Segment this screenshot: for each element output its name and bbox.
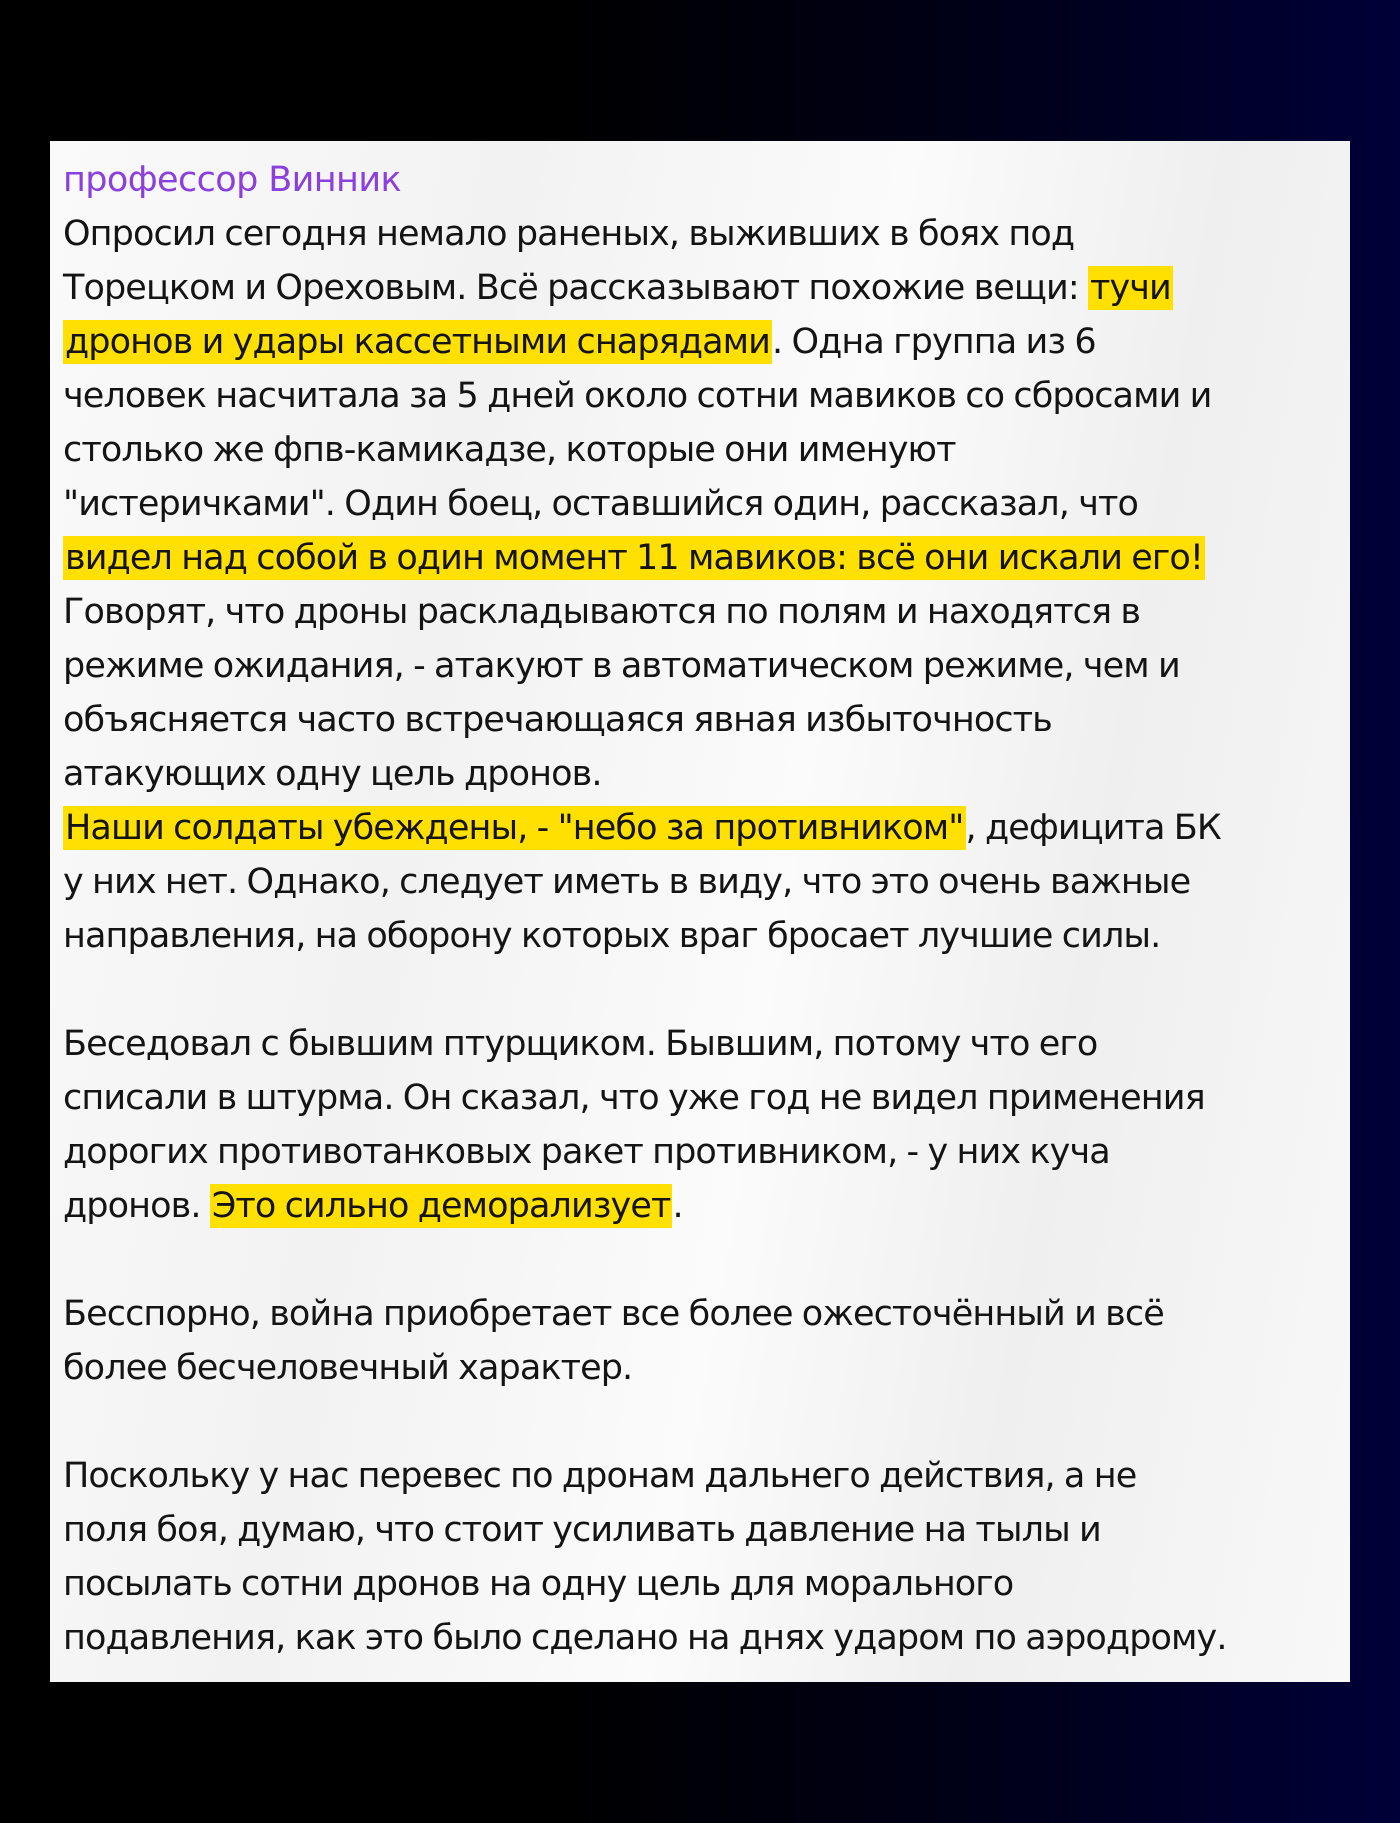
text-line xyxy=(63,1341,1340,1395)
highlighted-text: видел над собой в один момент 11 мавиков: всё они искали его! xyxy=(65,538,1204,578)
text-line xyxy=(63,531,1340,585)
highlighted-text: Наши солдаты убеждены, - "небо за противником" xyxy=(65,808,964,848)
line-text: Бесспорно, война приобретает все более ожесточённый и всё xyxy=(63,1294,1164,1334)
text-line xyxy=(63,1071,1340,1125)
text-line xyxy=(63,315,1340,369)
line-text: . xyxy=(672,1186,683,1226)
highlighted-text: дронов и удары кассетными снарядами xyxy=(65,322,771,362)
text-line xyxy=(63,855,1340,909)
line-text: подавления, как это было сделано на днях ударом по аэродрому. xyxy=(63,1618,1227,1658)
line-text: Беседовал с бывшим птурщиком. Бывшим, потому что его xyxy=(63,1024,1098,1064)
line-text: Торецком и Ореховым. Всё рассказывают похожие вещи: xyxy=(63,268,1088,308)
line-text: дорогих противотанковых ракет противником, - у них куча xyxy=(63,1132,1110,1172)
text-line xyxy=(63,585,1340,639)
text-line xyxy=(63,693,1340,747)
text-line xyxy=(63,1449,1340,1503)
line-text: режиме ожидания, - атакуют в автоматическом режиме, чем и xyxy=(63,646,1180,686)
line-text: "истеричками". Один боец, оставшийся один, рассказал, что xyxy=(63,484,1139,524)
text-line xyxy=(63,801,1340,855)
text-line xyxy=(63,1125,1340,1179)
line-text: списали в штурма. Он сказал, что уже год не видел применения xyxy=(63,1078,1205,1118)
text-line xyxy=(63,207,1340,261)
line-text: у них нет. Однако, следует иметь в виду, что это очень важные xyxy=(63,862,1191,902)
text-line xyxy=(63,261,1340,315)
line-text: человек насчитала за 5 дней около сотни мавиков со сбросами и xyxy=(63,376,1212,416)
line-text: дронов. xyxy=(63,1186,210,1226)
line-text: объясняется часто встречающаяся явная избыточность xyxy=(63,700,1052,740)
line-text: Говорят, что дроны раскладываются по полям и находятся в xyxy=(63,592,1141,632)
message-body xyxy=(63,207,1340,1665)
line-text: столько же фпв-камикадзе, которые они именуют xyxy=(63,430,956,470)
line-text: поля боя, думаю, что стоит усиливать давление на тылы и xyxy=(63,1510,1101,1550)
text-line xyxy=(63,639,1340,693)
line-text: атакующих одну цель дронов. xyxy=(63,754,602,794)
line-text: посылать сотни дронов на одну цель для морального xyxy=(63,1564,1014,1604)
text-line xyxy=(63,369,1340,423)
line-text: более бесчеловечный характер. xyxy=(63,1348,633,1388)
highlighted-text: Это сильно деморализует xyxy=(211,1186,671,1226)
line-text: направления, на оборону которых враг бросает лучшие силы. xyxy=(63,916,1161,956)
highlighted-text: тучи xyxy=(1089,268,1171,308)
text-line xyxy=(63,1503,1340,1557)
line-text: Поскольку у нас перевес по дронам дальнего действия, а не xyxy=(63,1456,1137,1496)
text-line xyxy=(63,423,1340,477)
text-line xyxy=(63,1017,1340,1071)
text-line xyxy=(63,1557,1340,1611)
text-line xyxy=(63,1287,1340,1341)
line-text: Опросил сегодня немало раненых, выживших в боях под xyxy=(63,214,1075,254)
text-line xyxy=(63,747,1340,801)
text-line xyxy=(63,909,1340,963)
paragraph-break xyxy=(63,963,1340,1017)
line-text: . Одна группа из 6 xyxy=(772,322,1096,362)
line-text: , дефицита БК xyxy=(965,808,1221,848)
paragraph-break xyxy=(63,1395,1340,1449)
paragraph-break xyxy=(63,1233,1340,1287)
message-card xyxy=(50,141,1350,1682)
author-name[interactable]: профессор Винник xyxy=(63,160,402,200)
text-line xyxy=(63,1611,1340,1665)
text-line xyxy=(63,1179,1340,1233)
text-line xyxy=(63,477,1340,531)
